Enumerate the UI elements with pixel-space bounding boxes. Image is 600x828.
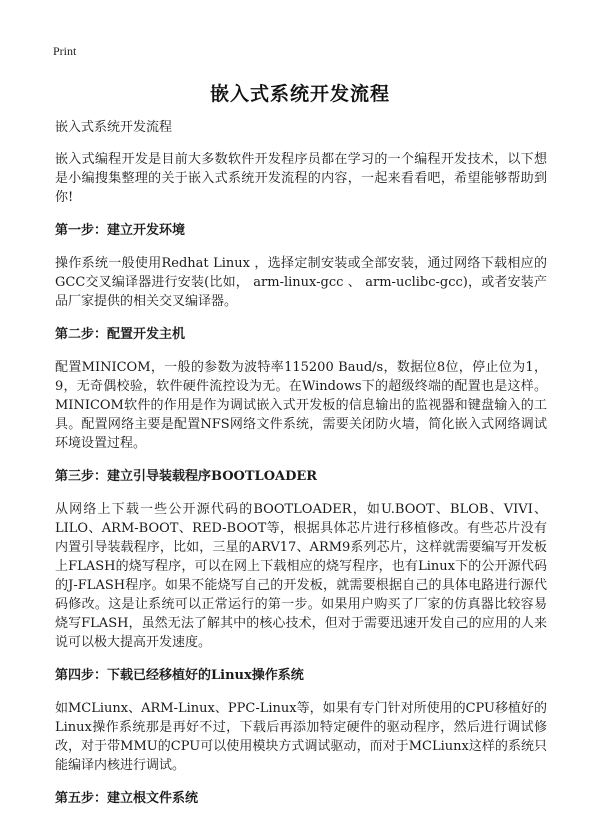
intro-paragraph: 嵌入式编程开发是目前大多数软件开发程序员都在学习的一个编程开发技术，以下想是小编搜集整理的关于嵌入式系统开发流程的内容，一起来看看吧，希望能够帮助到你! bbox=[55, 152, 547, 205]
step-heading: 第二步：配置开发主机 bbox=[55, 327, 186, 342]
step-paragraph: 如MCLiunx、ARM-Linux、PPC-Linux等，如果有专门针对所使用的CPU移植好的Linux操作系统那是再好不过，下载后再添加特定硬件的驱动程序，然后进行调试修改，对于带MMU的CPU可以使用模块方式调试驱动，而对于MCLiunx这样的系统只能编译内核进行调试。 bbox=[55, 701, 547, 773]
step-heading: 第三步：建立引导装载程序BOOTLOADER bbox=[55, 469, 318, 484]
document-body bbox=[55, 118, 547, 822]
step-paragraph: 操作系统一般使用Redhat Linux ，选择定制安装或全部安装，通过网络下载相应的GCC交叉编译器进行安装(比如， arm-linux-gcc 、 arm-uclibc-gcc)，或者安装产品厂家提供的相关交叉编译器。 bbox=[55, 256, 547, 309]
document-subtitle: 嵌入式系统开发流程 bbox=[55, 120, 173, 135]
step-paragraph: 配置MINICOM，一般的参数为波特率115200 Baud/s，数据位8位，停止位为1，9，无奇偶校验，软件硬件流控设为无。在Windows下的超级终端的配置也是这样。MINICOM软件的作用是作为调试嵌入式开发板的信息输出的监视器和键盘输入的工具。配置网络主要是配置NFS网络文件系统，需要关闭防火墙，简化嵌入式网络调试环境设置过程。 bbox=[55, 360, 547, 451]
step-heading: 第一步：建立开发环境 bbox=[55, 223, 186, 238]
step-heading: 第五步：建立根文件系统 bbox=[55, 791, 199, 806]
step-heading: 第四步：下载已经移植好的Linux操作系统 bbox=[55, 668, 304, 683]
step-paragraph: 从网络上下载一些公开源代码的BOOTLOADER，如U.BOOT、BLOB、VIVI、LILO、ARM-BOOT、RED-BOOT等，根据具体芯片进行移植修改。有些芯片没有内置引导装载程序，比如，三星的ARV17、ARM9系列芯片，这样就需要编写开发板上FLASH的烧写程序，可以在网上下载相应的烧写程序，也有Linux下的公开源代码的J-FLASH程序。如果不能烧写自己的开发板，就需要根据自己的具体电路进行源代码修改。这是让系统可以正常运行的第一步。如果用户购买了厂家的仿真器比较容易烧写FLASH，虽然无法了解其中的核心技术，但对于需要迅速开发自己的应用的人来说可以极大提高开发速度。 bbox=[55, 502, 547, 650]
print-label: Print bbox=[53, 44, 77, 58]
document-title: 嵌入式系统开发流程 bbox=[209, 83, 390, 105]
